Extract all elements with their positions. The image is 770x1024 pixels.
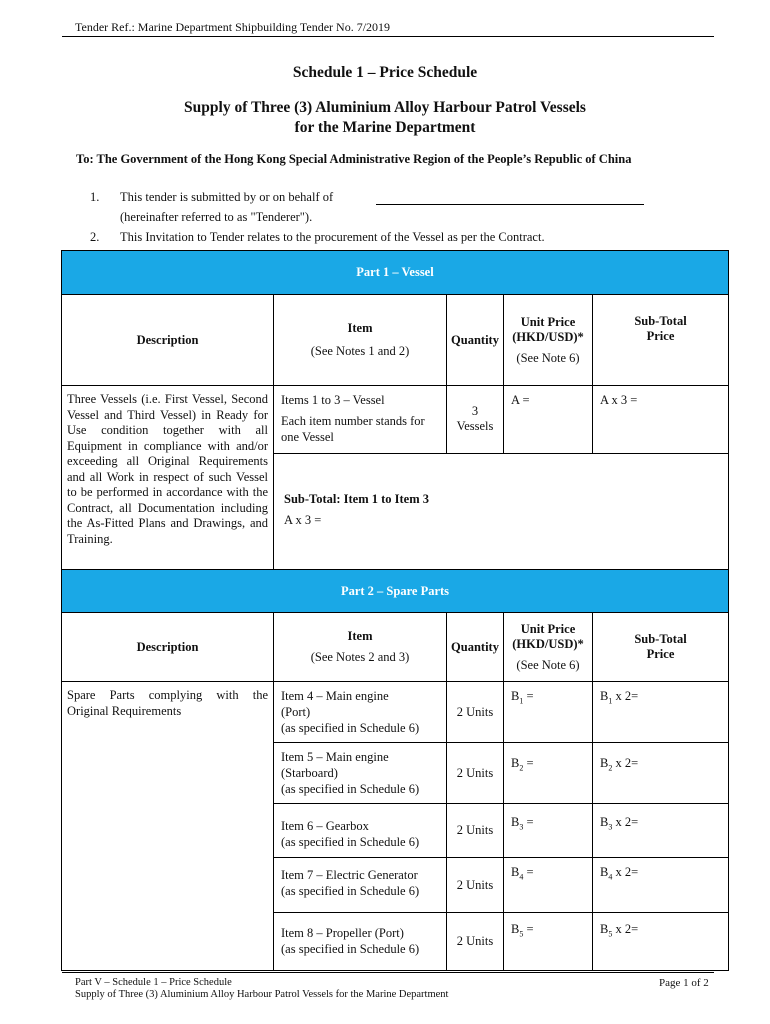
unit-price-sub: 2 [519, 763, 524, 773]
part1-header-description: Description [62, 295, 274, 386]
part2-header-unit-price [504, 613, 593, 682]
header-subtotal-l2: Price [646, 647, 675, 661]
subtotal-suffix: x 2= [612, 922, 639, 936]
unit-price-suffix: = [523, 756, 534, 770]
part1-unit-price[interactable]: A = [504, 386, 593, 454]
unit-price-suffix: = [523, 689, 534, 703]
unit-price-var: B [511, 865, 520, 879]
part1-quantity-number: 3 [471, 404, 479, 418]
item-line: (as specified in Schedule 6) [281, 721, 420, 735]
part1-item-line2: Each item number stands for one Vessel [281, 414, 425, 444]
part2-subtotal-8[interactable] [593, 913, 729, 971]
part1-item [274, 386, 447, 454]
part2-item-5 [274, 743, 447, 804]
header-rule [62, 36, 714, 37]
part1-quantity [447, 386, 504, 454]
subtotal-var: B [600, 689, 609, 703]
subtotal-sub: 3 [608, 822, 613, 832]
item-line: Item 5 – Main engine [281, 750, 389, 764]
header-tender-ref: Tender Ref.: Marine Department Shipbuilding Tender No. 7/2019 [75, 20, 391, 34]
unit-price-suffix: = [523, 922, 534, 936]
subject-line-1: Supply of Three (3) Aluminium Alloy Harbour Patrol Vessels [184, 99, 586, 116]
part2-unit-price-7[interactable] [504, 858, 593, 913]
part1-header-item [274, 295, 447, 386]
unit-price-suffix: = [523, 865, 534, 879]
unit-price-sub: 3 [519, 822, 524, 832]
part1-band: Part 1 – Vessel [62, 251, 729, 295]
item-line: Item 7 – Electric Generator [281, 868, 418, 882]
item-line: (as specified in Schedule 6) [281, 942, 420, 956]
part2-unit-price-5[interactable] [504, 743, 593, 804]
part1-header-subtotal [593, 295, 729, 386]
item-line: (Port) [281, 705, 311, 719]
part2-item-6 [274, 804, 447, 858]
unit-price-suffix: = [523, 815, 534, 829]
unit-price-var: B [511, 689, 520, 703]
clause-1-continuation: (hereinafter referred to as "Tenderer"). [120, 210, 313, 224]
part1-subtotal[interactable]: A x 3 = [593, 386, 729, 454]
price-table-part1 [61, 250, 729, 971]
subtotal-suffix: x 2= [612, 865, 639, 879]
unit-price-var: B [511, 756, 520, 770]
header-item-label: Item [347, 629, 373, 643]
unit-price-sub: 5 [519, 929, 524, 939]
item-line: (as specified in Schedule 6) [281, 782, 420, 796]
part1-subtotal-label: Sub-Total: Item 1 to Item 3 [284, 492, 430, 506]
header-subtotal-l1: Sub-Total [634, 314, 687, 328]
header-unit-price-l1: Unit Price [520, 314, 576, 329]
subtotal-var: B [600, 865, 609, 879]
part2-subtotal-6[interactable] [593, 804, 729, 858]
part1-item-line1: Items 1 to 3 – Vessel [281, 393, 385, 407]
part2-qty-6: 2 Units [447, 804, 504, 858]
subject-line-2: for the Marine Department [294, 119, 476, 136]
part2-unit-price-6[interactable] [504, 804, 593, 858]
part2-qty-4: 2 Units [447, 682, 504, 743]
subtotal-suffix: x 2= [612, 689, 639, 703]
header-subtotal-l2: Price [646, 329, 675, 343]
part2-band: Part 2 – Spare Parts [62, 570, 729, 613]
footer-rule [62, 972, 714, 973]
tenderer-name-blank[interactable] [376, 204, 644, 205]
part2-unit-price-4[interactable] [504, 682, 593, 743]
part1-description: Three Vessels (i.e. First Vessel, Second Vessel and Third Vessel) in Ready for Use condition together with all Equipment in compliance with and/or exceeding all Original Requirements and all Work in respect of such Vessel to be performed in accordance with the Contract, all Documentation including the As-Fitted Plans and Drawings, and Training. [62, 386, 274, 570]
part2-header-description: Description [62, 613, 274, 682]
part2-item-4 [274, 682, 447, 743]
subtotal-sub: 1 [608, 696, 613, 706]
item-line: (as specified in Schedule 6) [281, 884, 420, 898]
unit-price-var: B [511, 815, 520, 829]
part1-header-quantity: Quantity [447, 295, 504, 386]
clause-1-text: This tender is submitted by or on behalf of [120, 190, 334, 204]
header-unit-price-l1: Unit Price [520, 621, 576, 636]
part1-header-unit-price [504, 295, 593, 386]
item-line: Item 4 – Main engine [281, 689, 389, 703]
part2-qty-8: 2 Units [447, 913, 504, 971]
subtotal-suffix: x 2= [612, 815, 639, 829]
header-unit-price-l2: (HKD/USD)* [512, 329, 584, 344]
unit-price-sub: 4 [519, 872, 524, 882]
unit-price-sub: 1 [519, 696, 524, 706]
part1-subtotal-row [274, 454, 729, 570]
unit-price-var: B [511, 922, 520, 936]
part2-subtotal-4[interactable] [593, 682, 729, 743]
part2-unit-price-8[interactable] [504, 913, 593, 971]
header-unit-price-note: (See Note 6) [516, 657, 580, 672]
footer-page-number: Page 1 of 2 [659, 977, 709, 989]
subtotal-sub: 5 [608, 929, 613, 939]
part2-item-7 [274, 858, 447, 913]
part1-quantity-unit: Vessels [456, 419, 494, 433]
item-line: Item 6 – Gearbox [281, 819, 369, 833]
part2-item-8 [274, 913, 447, 971]
clause-2-number: 2. [90, 230, 100, 244]
part2-header-item [274, 613, 447, 682]
subtotal-var: B [600, 922, 609, 936]
header-item-note: (See Notes 1 and 2) [310, 344, 410, 358]
clause-2-text: This Invitation to Tender relates to the procurement of the Vessel as per the Contract. [120, 230, 545, 244]
subtotal-sub: 4 [608, 872, 613, 882]
part1-subtotal-value[interactable]: A x 3 = [284, 513, 322, 527]
part2-qty-5: 2 Units [447, 743, 504, 804]
footer-part-line: Part V – Schedule 1 – Price Schedule [75, 977, 232, 988]
part2-qty-7: 2 Units [447, 858, 504, 913]
item-line: Item 8 – Propeller (Port) [281, 926, 404, 940]
part2-subtotal-5[interactable] [593, 743, 729, 804]
part2-subtotal-7[interactable] [593, 858, 729, 913]
header-item-label: Item [347, 321, 373, 335]
part2-description: Spare Parts complying with the Original Requirements [62, 682, 274, 971]
clause-1-number: 1. [90, 190, 100, 204]
header-unit-price-note: (See Note 6) [516, 350, 580, 365]
header-subtotal-l1: Sub-Total [634, 632, 687, 646]
item-line: (Starboard) [281, 766, 338, 780]
part2-header-subtotal [593, 613, 729, 682]
header-item-note: (See Notes 2 and 3) [310, 650, 410, 664]
item-line: (as specified in Schedule 6) [281, 835, 420, 849]
subtotal-sub: 2 [608, 763, 613, 773]
header-unit-price-l2: (HKD/USD)* [512, 636, 584, 651]
schedule-title: Schedule 1 – Price Schedule [292, 64, 478, 81]
part2-header-quantity: Quantity [447, 613, 504, 682]
subtotal-var: B [600, 756, 609, 770]
subtotal-var: B [600, 815, 609, 829]
addressee-line: To: The Government of the Hong Kong Special Administrative Region of the People’s Republic of China [76, 152, 632, 166]
footer-subject-line: Supply of Three (3) Aluminium Alloy Harbour Patrol Vessels for the Marine Department [75, 989, 449, 1000]
subtotal-suffix: x 2= [612, 756, 639, 770]
